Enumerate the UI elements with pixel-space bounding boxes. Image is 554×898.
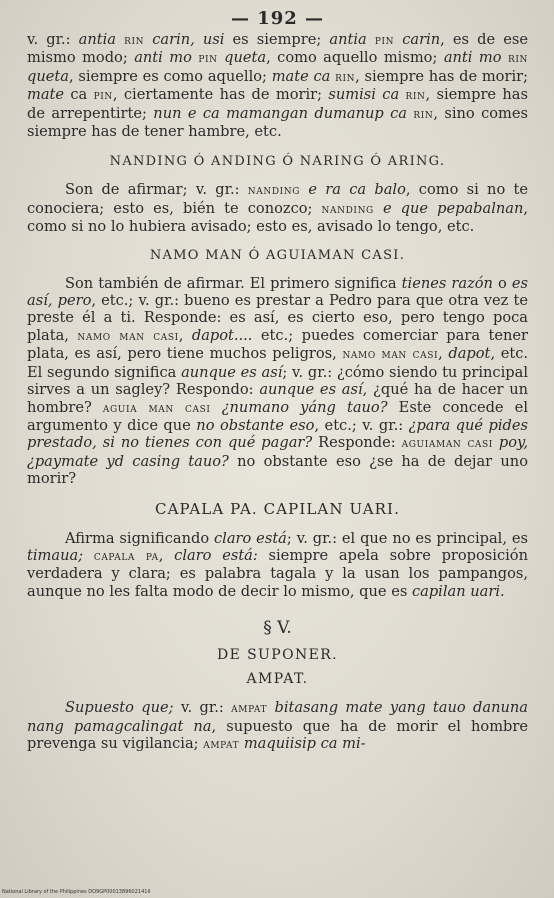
text-run: carin, usi [152, 31, 225, 48]
text-run: nanding [247, 183, 301, 199]
text-run: rin [335, 69, 356, 85]
text-run: , [438, 345, 449, 363]
text-run: namo man casi [77, 328, 179, 344]
text-run: , etc.; v. gr.: bueno es prestar a Pedro para que otra vez te preste él a ti. Responde: es así, es cierto eso, pero tengo poca plata, [27, 292, 528, 344]
text-run: , como si no lo hubiera avisado; esto es, avisado lo tengo, etc. [27, 199, 528, 236]
text-run: tienes razón [401, 274, 493, 292]
text-run: , siempre has de arrepentirte; [27, 86, 528, 122]
text-run: rin [405, 88, 426, 104]
text-run: aguia man casi [102, 400, 211, 416]
text-run: , siempre es como aquello; [68, 67, 272, 85]
text-run: timaua; [27, 546, 84, 564]
text-run: anti mo [443, 49, 502, 67]
text-run: e ra ca balo [308, 181, 406, 199]
text-run: , supuesto que ha de morir el hombre prevenga su vigilancia; [27, 717, 528, 752]
text-run: , sino comes siempre has de tener hambre, etc. [27, 104, 528, 141]
text-run: , [178, 326, 192, 344]
text-run [374, 200, 383, 217]
text-run: bitasang mate yang tauo danuna nang pamagcalingat na [27, 699, 528, 735]
text-run: , ciertamente has de morir; [112, 86, 329, 104]
text-run: Responde: [312, 434, 402, 452]
text-run: claro está [214, 529, 287, 547]
text-run: Este concede el argumento y dice que [27, 398, 528, 434]
text-run: mate ca [271, 67, 331, 85]
text-run [211, 399, 222, 416]
text-run: siempre apela sobre proposición verdadera y clara; es palabra tagala y la usan los pampangos, aunque no les falta modo de decir lo mismo, que es [27, 546, 528, 600]
text-run: aunque es así [259, 381, 363, 399]
text-run: aunque es así [181, 363, 283, 381]
heading-namo-man: NAMO MAN Ó AGUIAMAN CASI. [149, 247, 406, 263]
text-run: , es de ese mismo modo; [27, 31, 528, 67]
text-run: no obstante eso [196, 416, 315, 434]
text-run: Supuesto que; [65, 699, 174, 717]
text-run: , como si no te conociera; esto es, bién te conozco; [27, 181, 529, 217]
text-run: carin [402, 31, 441, 48]
text-run: namo man casi [342, 347, 439, 363]
text-run: v. gr.: [173, 699, 232, 717]
text-run: sumisi ca [328, 86, 400, 104]
text-run: , ¿qué ha de hacer un hombre? [27, 381, 528, 416]
text-run: dapot.... [191, 326, 253, 344]
section-title: DE SUPONER. [216, 647, 339, 664]
text-run: e que pepabalnan [382, 199, 524, 217]
paragraph-1 [27, 31, 528, 140]
paragraph-5 [27, 699, 528, 753]
text-run: Son también de afirmar. El primero significa [65, 274, 402, 292]
text-run: pin [198, 51, 218, 67]
text-run: pin [93, 88, 113, 104]
library-footer: National Library of the Philippines DO9GP0001389602141II [2, 889, 151, 895]
page-number: — 192 — [230, 8, 325, 29]
text-run: ; v. gr.: ¿cómo siendo tu principal sirves a un sagley? Respondo: [27, 363, 528, 399]
text-run: nanding [321, 201, 374, 217]
text-run: antia [78, 31, 116, 48]
text-run: ¿numano yáng tauo? [221, 398, 388, 416]
text-run: dapot [448, 345, 491, 363]
paragraph-4 [27, 530, 528, 601]
text-run: , etc.; v. gr.: [314, 416, 409, 434]
text-run: poy, ¿paymate yd casing tauo? [27, 434, 528, 470]
text-run: rin [124, 33, 145, 48]
text-run: , [158, 546, 175, 564]
text-run: , siempre has de morir; [355, 67, 529, 85]
subsection-title: AMPAT. [246, 671, 309, 688]
text-run: pin [374, 33, 395, 48]
text-run: Afirma significando [65, 529, 214, 547]
text-run: maquiisip ca mi- [243, 734, 366, 752]
text-run: ; v. gr.: el que no es principal, es [286, 529, 528, 547]
text-run: o [492, 274, 512, 292]
text-run: capilan uari. [411, 582, 505, 600]
text-run [267, 699, 274, 716]
text-run: es siempre; [224, 31, 330, 48]
text-run: anti mo [134, 49, 192, 67]
text-run [367, 31, 375, 48]
text-run: mate [27, 86, 65, 104]
text-run: queta [224, 49, 267, 67]
text-run: ¿para qué pides prestado, si no tienes con qué pagar? [27, 416, 528, 452]
text-run: v. gr.: [27, 31, 79, 48]
text-run: capala pa [93, 548, 159, 564]
text-run: , como aquello mismo; [266, 49, 444, 67]
text-run: Son de afirmar; v. gr.: [65, 181, 248, 199]
text-run: ampat [203, 736, 240, 752]
paragraph-2 [27, 181, 528, 235]
text-run: rin [413, 106, 434, 122]
text-run: , etc. El segundo significa [27, 345, 529, 381]
text-run: aguiaman casi [401, 436, 493, 452]
text-run [83, 547, 94, 564]
text-run: queta [27, 67, 69, 85]
text-run: nun e ca mamangan dumanup ca [153, 104, 407, 122]
text-run: no obstante eso ¿se ha de dejar uno morir? [27, 452, 528, 488]
paragraph-3 [27, 275, 528, 488]
text-run: rin [508, 51, 529, 67]
text-run: es así, pero [27, 274, 528, 310]
text-run: ampat [231, 701, 268, 717]
text-run: ca [64, 86, 94, 104]
text-run: etc.; puedes comerciar para tener plata, es así, pero tiene muchos peligros, [27, 326, 528, 363]
text-run: antia [329, 31, 367, 48]
heading-nanding: NANDING Ó ANDING Ó NARING Ó ARING. [109, 154, 446, 170]
section-mark: § V. [263, 618, 292, 639]
heading-capala-pa: CAPALA PA. CAPILAN UARI. [155, 499, 400, 518]
text-run [144, 31, 152, 48]
text-run [116, 31, 124, 48]
text-run: claro está: [174, 546, 258, 564]
